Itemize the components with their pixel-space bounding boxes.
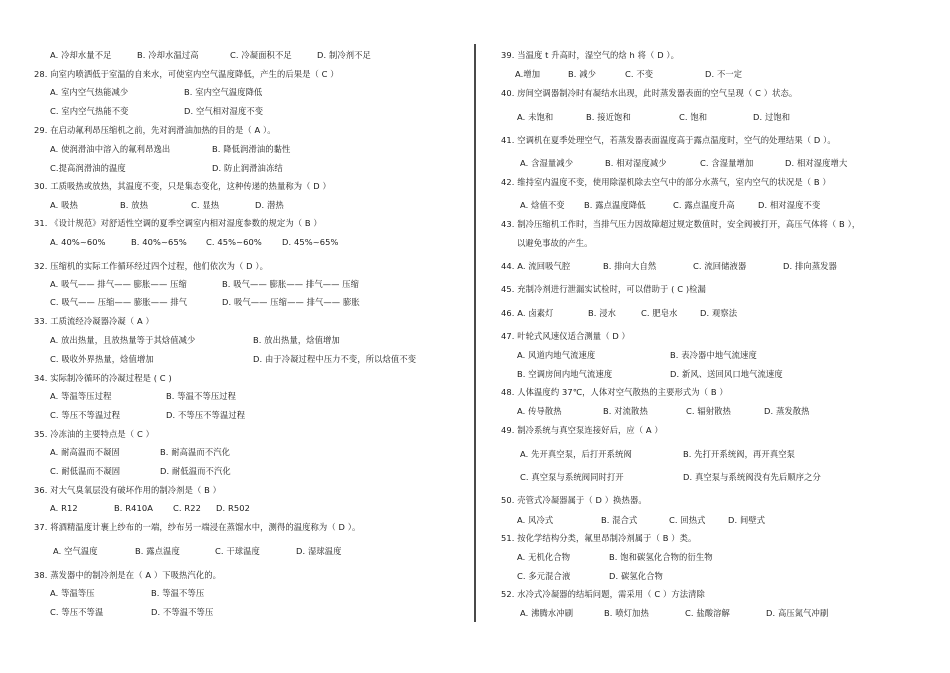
option-text: B. 浸水 xyxy=(588,308,617,318)
question-text: 45. 充制冷剂进行泄漏实试检时，可以借助于 ( C )检漏 xyxy=(501,284,706,294)
option-text: C. 等压不等温过程 xyxy=(50,410,121,420)
option-text: A. R12 xyxy=(50,503,78,513)
option-text: A. 40%~60% xyxy=(50,237,106,247)
option-text: D. 蒸发散热 xyxy=(764,406,810,416)
question-text: 38. 蒸发器中的制冷剂是在（ A ）下吸热汽化的。 xyxy=(34,570,222,580)
option-text: B. 混合式 xyxy=(601,515,638,525)
question-text: 47. 叶轮式风速仪适合测量（ D ） xyxy=(501,331,630,341)
question-text: 32. 压缩机的实际工作循环经过四个过程，他们依次为（ D ）。 xyxy=(34,261,268,271)
option-text: C. 吸收外界热量，焓值增加 xyxy=(50,354,154,364)
question-text: 以避免事故的产生。 xyxy=(517,238,593,248)
option-text: A. 使润滑油中溶入的氟利昂逸出 xyxy=(50,144,171,154)
option-text: D. 45%~65% xyxy=(282,237,339,247)
option-text: B. 对流散热 xyxy=(603,406,648,416)
option-text: D. 观察法 xyxy=(700,308,738,318)
option-text: D. 不等温不等压 xyxy=(151,607,214,617)
option-text: B. 露点温度降低 xyxy=(584,200,646,210)
option-text: C. 不变 xyxy=(625,69,654,79)
option-text: D. 过饱和 xyxy=(753,112,791,122)
option-text: D. 耐低温而不汽化 xyxy=(160,466,231,476)
option-text: D. 空气相对湿度不变 xyxy=(184,106,264,116)
option-text: C. 干球温度 xyxy=(215,546,260,556)
option-text: B. 等温不等压 xyxy=(151,588,205,598)
option-text: C. 45%~60% xyxy=(206,237,262,247)
option-text: C. 盐酸溶解 xyxy=(685,608,730,618)
option-text: B. 先打开系统阀，再开真空泵 xyxy=(683,449,796,459)
option-text: C. 饱和 xyxy=(679,112,708,122)
option-text: C. 冷凝面积不足 xyxy=(230,50,292,60)
question-text: 33. 工质流经冷凝器冷凝（ A ） xyxy=(34,316,154,326)
option-text: C. 真空泵与系统阀同时打开 xyxy=(520,472,624,482)
option-text: B. 放出热量，焓值增加 xyxy=(253,335,340,345)
option-text: C. 含湿量增加 xyxy=(700,158,754,168)
option-text: D. 碳氢化合物 xyxy=(609,571,663,581)
question-text: 42. 维持室内温度不变，使用除湿机除去空气中的部分水蒸气，室内空气的状况是（ B ） xyxy=(501,177,831,187)
option-text: C. 多元混合液 xyxy=(517,571,571,581)
question-text: 37. 将酒精温度计裹上纱布的一端，纱布另一端浸在蒸馏水中，测得的温度称为（ D ）。 xyxy=(34,522,361,532)
option-text: D. 制冷剂不足 xyxy=(317,50,371,60)
option-text: D. 相对湿度增大 xyxy=(785,158,848,168)
option-text: B. 放热 xyxy=(120,200,149,210)
option-text: C. 肥皂水 xyxy=(641,308,678,318)
option-text: B. 冷却水温过高 xyxy=(137,50,199,60)
question-text: 43. 制冷压缩机工作时，当排气压力因故障超过规定数值时，安全阀被打开，高压气体将（ B ）， xyxy=(501,219,861,229)
option-text: A.增加 xyxy=(515,69,541,79)
option-text: A. 风道内地气流速度 xyxy=(517,350,596,360)
option-text: D. 真空泵与系统阀没有先后顺序之分 xyxy=(683,472,821,482)
option-text: D. 高压氮气冲刷 xyxy=(766,608,829,618)
option-text: B. 接近饱和 xyxy=(586,112,631,122)
option-text: A. 吸气—— 排气—— 膨胀—— 压缩 xyxy=(50,279,187,289)
option-text: C. 回热式 xyxy=(669,515,706,525)
option-text: A. 冷却水量不足 xyxy=(50,50,112,60)
option-text: C. 显热 xyxy=(191,200,220,210)
option-text: A. 先开真空泵，后打开系统阀 xyxy=(520,449,632,459)
question-text: 49. 制冷系统与真空泵连接好后，应（ A ） xyxy=(501,425,663,435)
option-text: C. 辐射散热 xyxy=(686,406,731,416)
option-text: D. 间壁式 xyxy=(728,515,766,525)
option-text: D. 不一定 xyxy=(705,69,743,79)
option-text: C. 露点温度升高 xyxy=(673,200,735,210)
question-text: 28. 向室内喷洒低于室温的自来水，可使室内空气温度降低，产生的后果是（ C ） xyxy=(34,69,339,79)
option-text: D. R502 xyxy=(216,503,250,513)
option-text: A. 空气温度 xyxy=(53,546,98,556)
option-text: C. R22 xyxy=(173,503,201,513)
option-text: A. 室内空气热能减少 xyxy=(50,87,129,97)
option-text: D. 防止润滑油冻结 xyxy=(212,163,283,173)
option-text: A. 未饱和 xyxy=(517,112,554,122)
option-text: B. 降低润滑油的黏性 xyxy=(212,144,291,154)
question-text: 36. 对大气臭氧层没有破坏作用的制冷剂是（ B ） xyxy=(34,485,222,495)
option-text: A. 沸腾水冲刷 xyxy=(520,608,574,618)
option-text: A. 吸热 xyxy=(50,200,78,210)
option-text: C. 室内空气热能不变 xyxy=(50,106,129,116)
option-text: B. 饱和碳氢化合物的衍生物 xyxy=(609,552,713,562)
option-text: A. 无机化合物 xyxy=(517,552,571,562)
option-text: C. 吸气—— 压缩—— 膨胀—— 排气 xyxy=(50,297,188,307)
option-text: D. 湿球温度 xyxy=(296,546,342,556)
question-text: 52. 水冷式冷凝器的结垢问题，需采用（ C ）方法清除 xyxy=(501,589,705,599)
option-text: A. 风冷式 xyxy=(517,515,554,525)
question-text: 50. 壳管式冷凝器属于（ D ）换热器。 xyxy=(501,495,647,505)
option-text: C. 耐低温而不凝固 xyxy=(50,466,121,476)
question-text: 34. 实际制冷循环的冷凝过程是 ( C ) xyxy=(34,373,172,383)
question-text: 30. 工质吸热或放热，其温度不变，只是集态变化，这种传递的热量称为（ D ） xyxy=(34,181,331,191)
option-text: B. 露点温度 xyxy=(135,546,180,556)
option-text: D. 不等压不等温过程 xyxy=(166,410,246,420)
question-text: 29. 在启动氟利昂压缩机之前，先对润滑油加热的目的是（ A ）。 xyxy=(34,125,276,135)
option-text: A. 放出热量，且放热量等于其焓值减少 xyxy=(50,335,196,345)
option-text: B. 表冷器中地气流速度 xyxy=(670,350,757,360)
option-text: A. 耐高温而不凝固 xyxy=(50,447,120,457)
option-text: D. 排向蒸发器 xyxy=(783,261,837,271)
option-text: B. R410A xyxy=(114,503,154,513)
option-text: B. 室内空气温度降低 xyxy=(184,87,263,97)
option-text: 44. A. 流回吸气腔 xyxy=(501,261,571,271)
option-text: B. 排向大自然 xyxy=(603,261,657,271)
option-text: B. 吸气—— 膨胀—— 排气—— 压缩 xyxy=(222,279,360,289)
option-text: A. 等温等压过程 xyxy=(50,391,112,401)
option-text: B. 减少 xyxy=(568,69,597,79)
option-text: D. 由于冷凝过程中压力不变，所以焓值不变 xyxy=(253,354,417,364)
column-divider xyxy=(474,44,476,622)
option-text: C. 流回储液器 xyxy=(693,261,747,271)
question-text: 40. 房间空调器制冷时有凝结水出现，此时蒸发器表面的空气呈现（ C ）状态。 xyxy=(501,88,798,98)
option-text: D. 吸气—— 压缩—— 排气—— 膨胀 xyxy=(222,297,360,307)
question-text: 51. 按化学结构分类，氟里昂制冷剂属于（ B ）类。 xyxy=(501,533,697,543)
option-text: D. 相对湿度不变 xyxy=(758,200,821,210)
question-text: 39. 当温度 t 升高时，湿空气的焓 h 将（ D ）。 xyxy=(501,50,680,60)
option-text: A. 焓值不变 xyxy=(520,200,565,210)
question-text: 48. 人体温度约 37℃，人体对空气散热的主要形式为（ B ） xyxy=(501,387,728,397)
option-text: A. 等温等压 xyxy=(50,588,95,598)
option-text: B. 40%~65% xyxy=(131,237,187,247)
option-text: 46. A. 卤素灯 xyxy=(501,308,554,318)
option-text: B. 相对湿度减少 xyxy=(605,158,667,168)
option-text: D. 新风、送回风口地气流速度 xyxy=(670,369,783,379)
question-text: 41. 空调机在夏季处理空气，若蒸发器表面温度高于露点温度时，空气的处理结果（ D ）。 xyxy=(501,135,836,145)
option-text: B. 耐高温而不汽化 xyxy=(160,447,231,457)
option-text: A. 传导散热 xyxy=(517,406,562,416)
option-text: A. 含湿量减少 xyxy=(520,158,574,168)
question-text: 35. 冷冻油的主要特点是（ C ） xyxy=(34,429,154,439)
option-text: C.提高润滑油的温度 xyxy=(50,163,126,173)
option-text: B. 等温不等压过程 xyxy=(166,391,237,401)
option-text: B. 空调房间内地气流速度 xyxy=(517,369,613,379)
question-text: 31. 《设计规范》对舒适性空调的夏季空调室内相对湿度参数的规定为（ B ） xyxy=(34,218,322,228)
option-text: B. 喷灯加热 xyxy=(604,608,649,618)
option-text: D. 潜热 xyxy=(255,200,284,210)
option-text: C. 等压不等温 xyxy=(50,607,104,617)
